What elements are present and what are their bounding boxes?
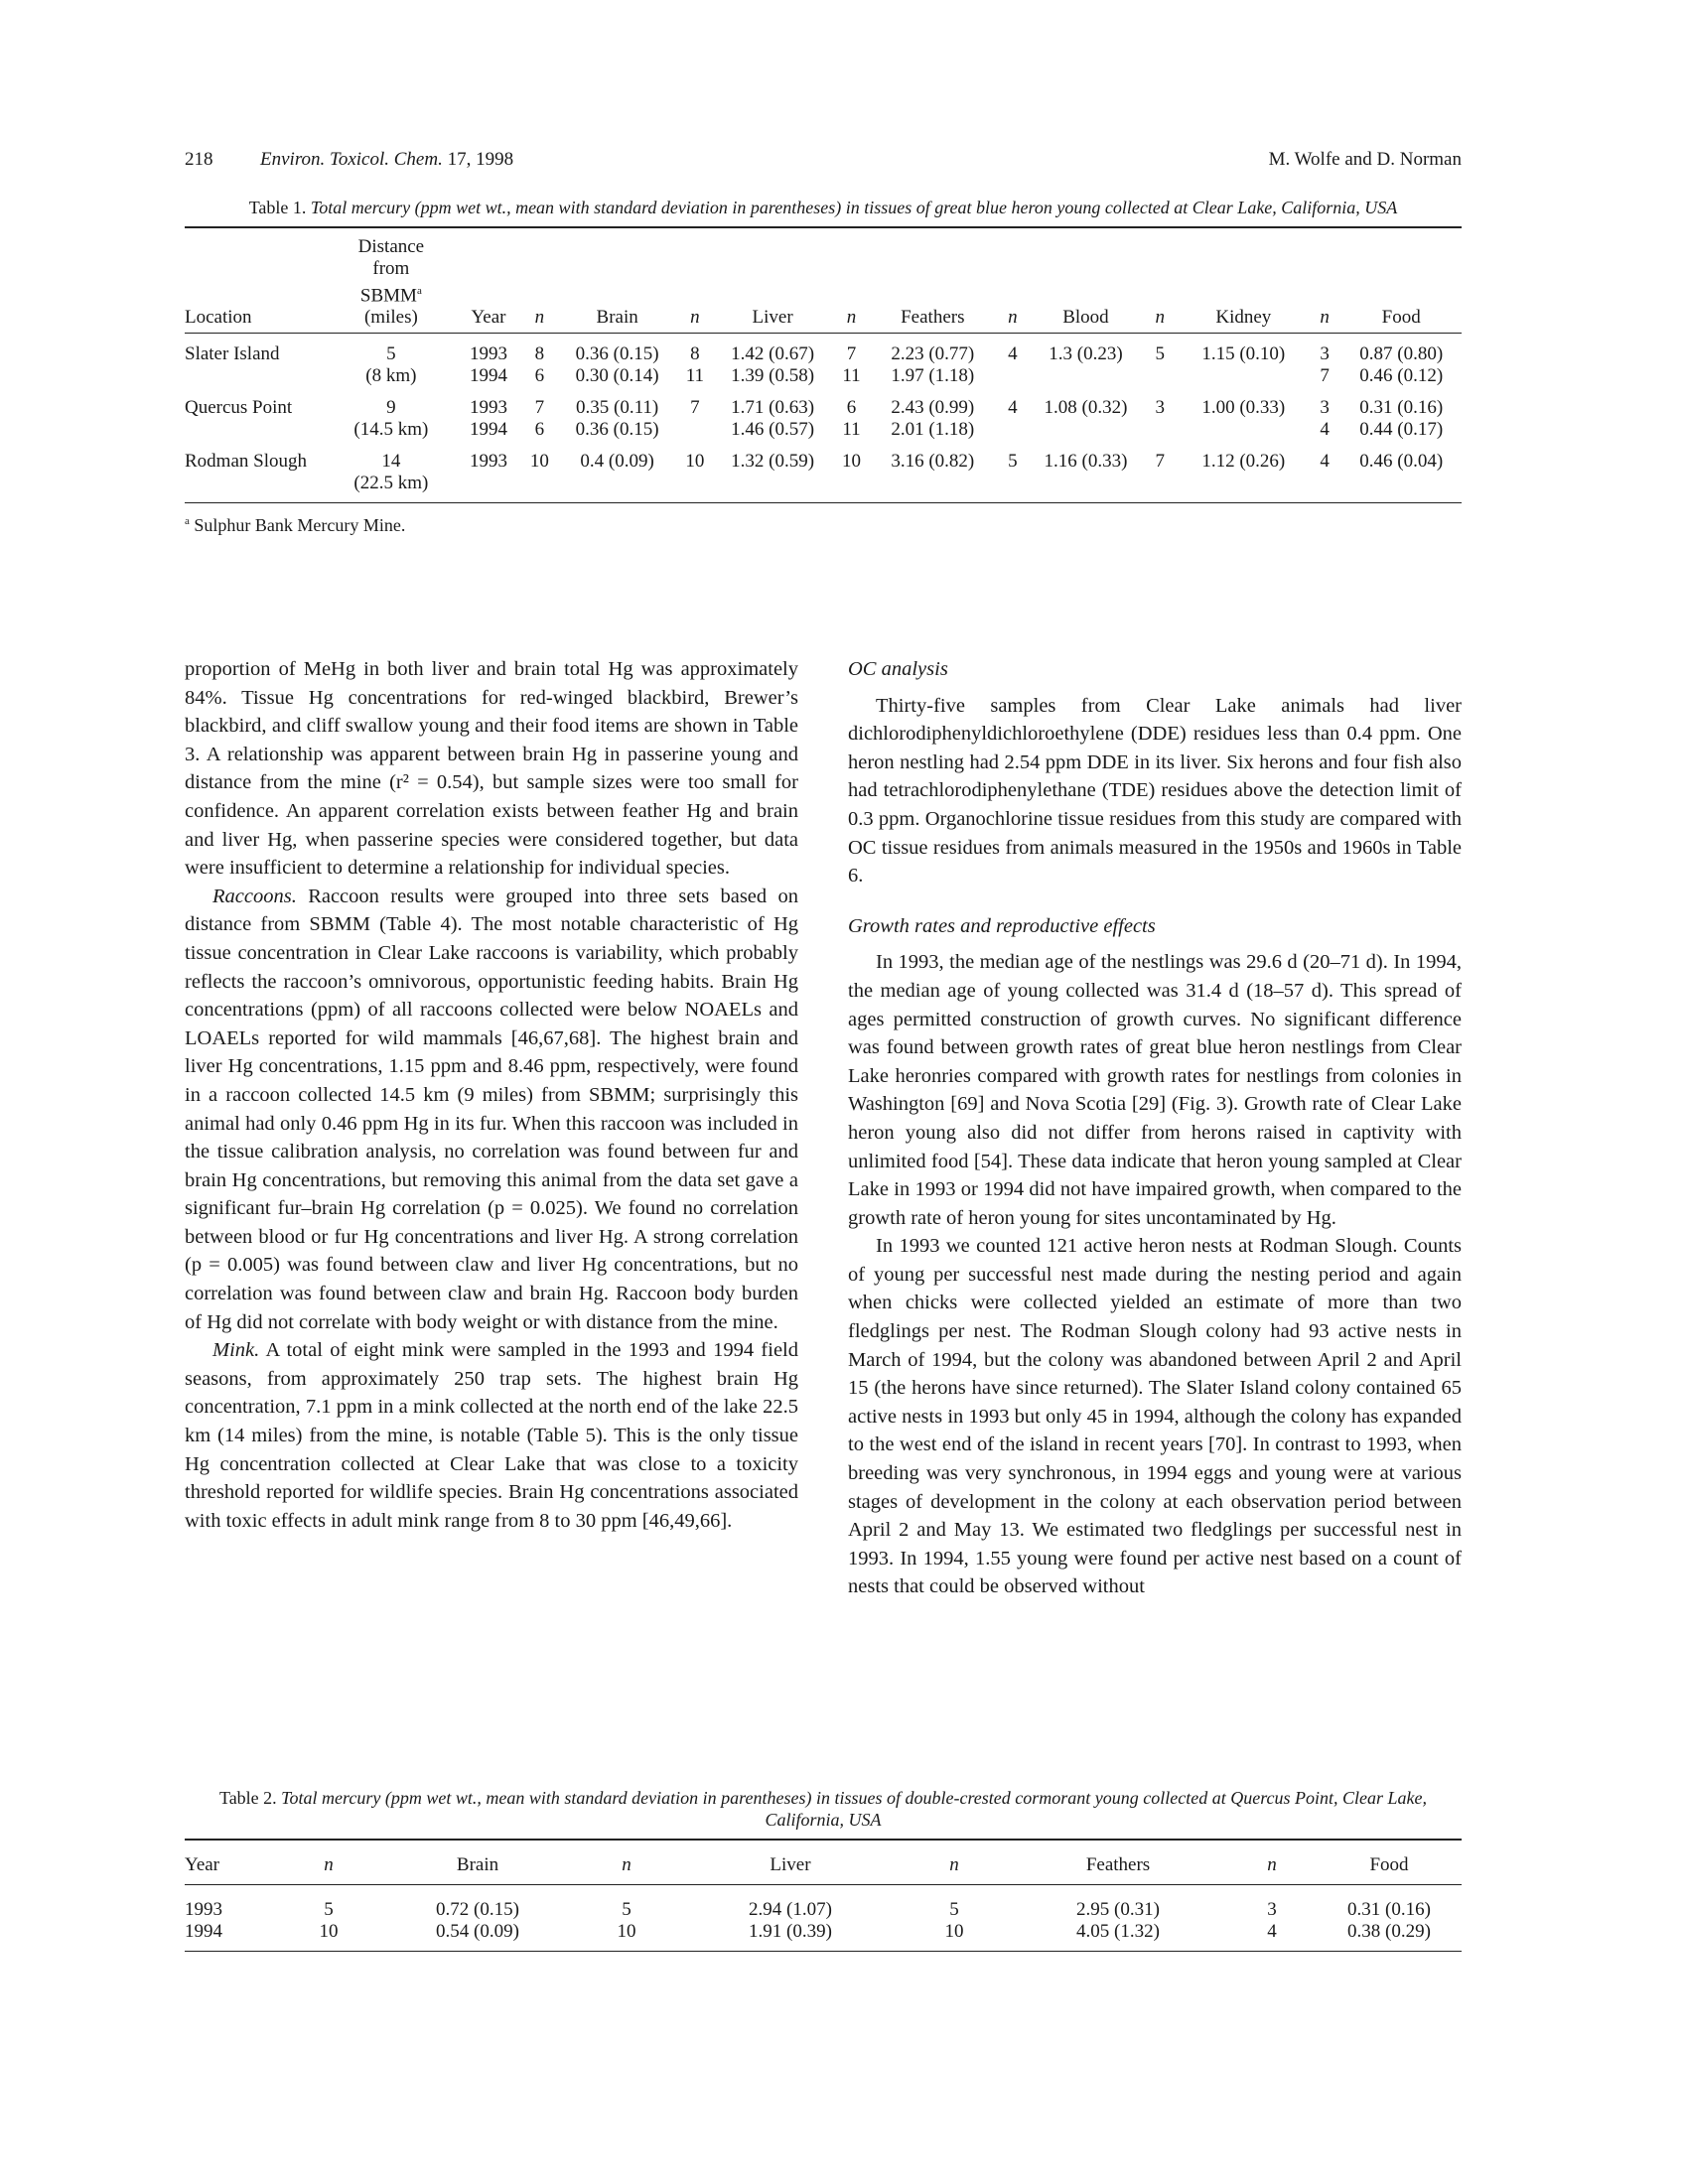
distance-sbmm: SBMM	[359, 285, 417, 307]
table1-cell-feathers	[870, 473, 995, 494]
table-row	[185, 1885, 1462, 1921]
table-row	[185, 334, 1462, 365]
table1-head-distance	[328, 228, 455, 333]
table1-cell-n3: 11	[842, 365, 861, 387]
table1-cell-brain: 0.4 (0.09)	[580, 451, 654, 473]
paragraph-growth-1: In 1993, the median age of the nestlings was 29.6 d (20–71 d). In 1994, the median age of young collected was 31.4 d (18–57 d). This spread of ages permitted construction of growth curves. No significant difference was found between growth rates of great blue heron nestlings from Clear Lake heronries compared with growth rates for nestlings from colonies in Washington [69] and Nova Scotia [29] (Fig. 3). Growth rate of Clear Lake heron young also did not differ from herons raised in captivity with unlimited food [54]. These data indicate that heron young sampled at Clear Lake in 1993 or 1994 did not have impaired growth, when compared to the growth rate of heron young for sites uncontaminated by Hg.	[848, 951, 1462, 1229]
table1-cell-n1: 6	[534, 365, 545, 387]
left-column	[185, 655, 798, 1535]
table1-cell-n1: 6	[534, 419, 545, 441]
table2-cell-n2: 10	[617, 1921, 636, 1942]
table1-header-row	[185, 228, 1462, 333]
table1-footnote	[185, 515, 1462, 536]
growth-rates-heading: Growth rates and reproductive effects	[848, 914, 1156, 937]
table1-cell-n6	[1309, 473, 1341, 494]
table1-cell-location	[185, 419, 328, 441]
table1-cell-n4	[995, 365, 1030, 387]
distance-line4: (miles)	[363, 307, 418, 329]
table2-head-n: n	[324, 1854, 334, 1875]
table1-cell-feathers: 2.23 (0.77)	[891, 343, 975, 365]
table1-head-year: Year	[471, 307, 506, 329]
table1-cell-distance: 14	[381, 451, 401, 473]
table1-head-n: n	[690, 307, 700, 329]
table1-cell-n3: 11	[842, 419, 861, 441]
table1-cell-liver: 1.46 (0.57)	[731, 419, 815, 441]
table1-cell-year: 1994	[469, 419, 507, 441]
mink-heading: Mink.	[212, 1339, 260, 1362]
table1-head-liver: Liver	[752, 307, 793, 329]
table2-cell-n4: 3	[1267, 1899, 1277, 1920]
table1-cell-liver	[712, 473, 832, 494]
table1-cell-blood: 1.3 (0.23)	[1049, 343, 1123, 365]
table1-cell-n1: 8	[534, 343, 545, 365]
table1-cell-n5	[1142, 473, 1179, 494]
table2-block	[185, 1787, 1462, 1952]
table1-cell-n5: 7	[1155, 451, 1165, 473]
table2-cell-feathers: 2.95 (0.31)	[1076, 1899, 1160, 1920]
footnote-mark: a	[185, 515, 190, 528]
table1-cell-n2	[677, 473, 712, 494]
raccoons-heading: Raccoons.	[212, 885, 297, 907]
table1-cell-feathers: 1.97 (1.18)	[891, 365, 975, 387]
table1-cell-n1	[522, 473, 557, 494]
table1-cell-blood	[1030, 365, 1141, 387]
table1-cell-kidney	[1179, 365, 1309, 387]
running-head	[185, 149, 1462, 177]
table1-cell-n4	[995, 473, 1030, 494]
table1-cell-distance: 5	[386, 343, 396, 365]
distance-line2: from	[372, 258, 410, 279]
journal-name: Environ. Toxicol. Chem.	[260, 149, 443, 170]
journal-citation	[260, 149, 513, 171]
table1-cell-location: Slater Island	[185, 343, 280, 365]
table2-caption-label: Table 2.	[218, 1788, 277, 1808]
table1-cell-liver: 1.32 (0.59)	[731, 451, 815, 473]
table1-cell-n4: 4	[1008, 397, 1018, 419]
table2-cell-n4: 4	[1267, 1921, 1277, 1942]
table1-cell-kidney	[1179, 473, 1309, 494]
table1-cell-brain: 0.30 (0.14)	[575, 365, 659, 387]
table1-cell-year: 1994	[469, 365, 507, 387]
table1-cell-n2	[677, 419, 712, 441]
table1-cell-brain	[557, 473, 677, 494]
table2-head-n: n	[622, 1854, 632, 1875]
table1-cell-n3: 6	[846, 397, 857, 419]
table1-cell-feathers: 2.43 (0.99)	[891, 397, 975, 419]
table1-head-n: n	[846, 307, 857, 329]
mink-text: A total of eight mink were sampled in the 1993 and 1994 field seasons, from approximately 250 trap sets. The highest brain Hg concentration, 7.1 ppm in a mink collected at the north end of the lake 22.5 km (14 miles) from the mine, is notable (Table 5). This is the only tissue Hg concentration collected at Clear Lake that was close to a toxicity threshold reported for wildlife species. Brain Hg concentrations associated with toxic effects in adult mink range from 8 to 30 ppm [46,49,66].	[185, 1339, 798, 1532]
table2-cell-brain: 0.72 (0.15)	[436, 1899, 519, 1920]
table1-cell-kidney: 1.00 (0.33)	[1201, 397, 1286, 419]
table1-head-n: n	[1008, 307, 1018, 329]
table2-head-n: n	[1267, 1854, 1277, 1875]
table1-cell-n2: 11	[685, 365, 705, 387]
table1-head-location: Location	[185, 307, 252, 329]
table1-head-feathers: Feathers	[901, 307, 965, 329]
table1-cell-location	[185, 473, 328, 494]
table1-cell-year	[455, 473, 522, 494]
table2-cell-year: 1993	[185, 1899, 222, 1920]
table1-body	[185, 334, 1462, 494]
table1-cell-n5	[1142, 365, 1179, 387]
paragraph-passerine: proportion of MeHg in both liver and brain total Hg was approximately 84%. Tissue Hg concentrations for red-winged blackbird, Brewer’s blackbird, and cliff swallow young and their food items are shown in Table 3. A relationship was apparent between brain Hg in passerine young and distance from the mine (r² = 0.54), but sample sizes were too small for confidence. An apparent correlation exists between feather Hg and brain and liver Hg, when passerine species were considered together, but data were insufficient to determine a relationship for individual species.	[185, 658, 798, 880]
table1-cell-n4	[995, 419, 1030, 441]
table1-cell-blood	[1030, 473, 1141, 494]
table1-cell-liver: 1.71 (0.63)	[731, 397, 815, 419]
table1-cell-food	[1340, 473, 1462, 494]
table2-caption	[185, 1787, 1462, 1831]
table1-cell-n4: 5	[1008, 451, 1018, 473]
table-row	[185, 1921, 1462, 1943]
table1-head-n: n	[1320, 307, 1330, 329]
table2-head-feathers: Feathers	[1085, 1854, 1151, 1875]
table2-head-brain: Brain	[456, 1854, 499, 1875]
table1-cell-feathers: 2.01 (1.18)	[891, 419, 975, 441]
table1-cell-n6: 4	[1320, 419, 1330, 441]
table1-cell-food: 0.44 (0.17)	[1359, 419, 1444, 441]
table1-cell-food: 0.31 (0.16)	[1359, 397, 1444, 419]
table2-head-liver: Liver	[770, 1854, 811, 1875]
table1-caption	[185, 197, 1462, 218]
table2-cell-brain: 0.54 (0.09)	[436, 1921, 519, 1942]
table1-cell-n5	[1142, 419, 1179, 441]
table1-cell-distance: 9	[386, 397, 396, 419]
table1-cell-distance: (8 km)	[365, 365, 417, 387]
table1-cell-liver: 1.42 (0.67)	[731, 343, 815, 365]
table2-header-row	[185, 1841, 1462, 1884]
table1-head-n: n	[534, 307, 545, 329]
table1-cell-n2: 7	[690, 397, 700, 419]
table1-cell-n3: 10	[842, 451, 862, 473]
table2	[185, 1841, 1462, 1943]
table1-cell-feathers: 3.16 (0.82)	[891, 451, 975, 473]
paragraph-raccoons	[185, 883, 798, 1337]
table1-cell-food: 0.46 (0.04)	[1359, 451, 1444, 473]
table-row	[185, 419, 1462, 441]
page-number: 218	[185, 149, 213, 170]
table1-head-n: n	[1155, 307, 1165, 329]
table1-head-blood: Blood	[1062, 307, 1109, 329]
paragraph-oc-analysis: Thirty-five samples from Clear Lake animals had liver dichlorodiphenyldichloroethylene (DDE) residues less than 0.4 ppm. One heron nestling had 2.54 ppm DDE in its liver. Six herons and four fish also had tetrachlorodiphenylethane (TDE) residues above the detection limit of 0.3 ppm. Organochlorine tissue residues from this study are compared with OC tissue residues from animals measured in the 1950s and 1960s in Table 6.	[848, 694, 1462, 887]
table1-cell-location: Rodman Slough	[185, 451, 307, 473]
page	[185, 149, 1462, 1942]
table1-cell-year: 1993	[469, 451, 507, 473]
table1-cell-n6: 7	[1320, 365, 1330, 387]
table-row	[185, 365, 1462, 387]
table1-cell-n2: 8	[690, 343, 700, 365]
table1-cell-blood	[1030, 419, 1141, 441]
table2-cell-n2: 5	[622, 1899, 632, 1920]
table2-cell-n3: 10	[944, 1921, 964, 1942]
table2-cell-year: 1994	[185, 1921, 222, 1942]
raccoons-text: Raccoon results were grouped into three sets based on distance from SBMM (Table 4). The most notable characteristic of Hg tissue concentration in Clear Lake raccoons is variability, which probably reflects the raccoon’s omnivorous, opportunistic feeding habits. Brain Hg concentrations (ppm) of all raccoons collected were below NOAELs and LOAELs reported for wild mammals [46,67,68]. The highest brain and liver Hg concentrations, 1.15 ppm and 8.46 ppm, respectively, were found in a raccoon collected 14.5 km (9 miles) from SBMM; surprisingly this animal had only 0.46 ppm Hg in its fur. When this raccoon was included in the tissue calibration analysis, no correlation was found between fur and brain Hg concentrations, but removing this animal from the data set gave a significant fur–brain Hg correlation (p = 0.025). We found no correlation between blood or fur Hg concentrations and liver Hg. A strong correlation (p = 0.005) was found between claw and liver Hg concentrations, but no correlation was found between claw and brain Hg. Raccoon body burden of Hg did not correlate with body weight or with distance from the mine.	[185, 885, 798, 1333]
table1-cell-kidney: 1.12 (0.26)	[1201, 451, 1286, 473]
table1-cell-location	[185, 365, 328, 387]
table2-head-year: Year	[185, 1854, 220, 1875]
table1-cell-blood: 1.08 (0.32)	[1044, 397, 1128, 419]
table2-body	[185, 1885, 1462, 1943]
table2-head-n: n	[949, 1854, 959, 1875]
table1-cell-n5: 5	[1155, 343, 1165, 365]
table1-cell-n5: 3	[1155, 397, 1165, 419]
table1-cell-n1: 10	[529, 451, 549, 473]
table1-cell-liver: 1.39 (0.58)	[731, 365, 815, 387]
table1-cell-kidney	[1179, 419, 1309, 441]
table2-cell-n1: 5	[324, 1899, 334, 1920]
distance-footnote-mark: a	[416, 285, 422, 297]
table1-caption-text: Total mercury (ppm wet wt., mean with standard deviation in parentheses) in tissues of great blue heron young collected at Clear Lake, California, USA	[310, 198, 1398, 217]
table2-cell-liver: 2.94 (1.07)	[749, 1899, 832, 1920]
table1-cell-brain: 0.36 (0.15)	[575, 343, 659, 365]
table2-cell-food: 0.38 (0.29)	[1347, 1921, 1431, 1942]
paragraph-mink	[185, 1336, 798, 1535]
table1-cell-food: 0.87 (0.80)	[1359, 343, 1444, 365]
table1	[185, 228, 1462, 494]
table1-cell-location: Quercus Point	[185, 397, 293, 419]
table1-bottom-rule	[185, 502, 1462, 503]
table1-cell-n3	[833, 473, 870, 494]
table1-cell-n1: 7	[534, 397, 545, 419]
oc-analysis-heading: OC analysis	[848, 658, 948, 680]
table2-cell-n3: 5	[949, 1899, 959, 1920]
table1-head-kidney: Kidney	[1215, 307, 1272, 329]
table1-cell-food: 0.46 (0.12)	[1359, 365, 1444, 387]
table2-cell-food: 0.31 (0.16)	[1347, 1899, 1431, 1920]
table2-bottom-rule	[185, 1951, 1462, 1952]
table2-cell-liver: 1.91 (0.39)	[749, 1921, 832, 1942]
journal-volume: 17, 1998	[447, 149, 514, 170]
table1-caption-label: Table 1.	[248, 198, 307, 217]
paragraph-growth-2: In 1993 we counted 121 active heron nests at Rodman Slough. Counts of young per successful nest made during the nesting period and again when chicks were collected yielded an estimate of more than two fledglings per nest. The Rodman Slough colony had 93 active nests in March of 1994, but the colony was abandoned between April 2 and April 15 (the herons have since returned). The Slater Island colony contained 65 active nests in 1993 but only 45 in 1994, although the colony has expanded to the west end of the island in recent years [70]. In contrast to 1993, when breeding was very synchronous, in 1994 eggs and young were at various stages of development in the colony at each observation period between April 2 and May 13. We estimated two fledglings per successful nest in 1993. In 1994, 1.55 young were found per active nest based on a count of nests that could be observed without	[848, 1235, 1462, 1598]
distance-line3	[328, 280, 455, 307]
right-column	[848, 655, 1462, 1601]
table2-cell-n1: 10	[319, 1921, 339, 1942]
table1-cell-n6: 3	[1320, 343, 1330, 365]
table2-caption-text: Total mercury (ppm wet wt., mean with standard deviation in parentheses) in tissues of double-crested cormorant young collected at Quercus Point, Clear Lake, California, USA	[281, 1788, 1428, 1830]
table1-cell-brain: 0.36 (0.15)	[575, 419, 659, 441]
table-row	[185, 387, 1462, 419]
table1-cell-blood: 1.16 (0.33)	[1044, 451, 1128, 473]
table1-cell-brain: 0.35 (0.11)	[576, 397, 659, 419]
table1-cell-year: 1993	[469, 343, 507, 365]
table1-cell-year: 1993	[469, 397, 507, 419]
table2-head-food: Food	[1369, 1854, 1409, 1875]
table1-cell-n6: 3	[1320, 397, 1330, 419]
table1-cell-n3: 7	[846, 343, 857, 365]
table1-cell-n4: 4	[1008, 343, 1018, 365]
distance-line1: Distance	[357, 236, 425, 257]
table1-cell-distance: (14.5 km)	[353, 419, 429, 441]
table-row	[185, 473, 1462, 494]
table1-head-food: Food	[1381, 307, 1421, 329]
table1-cell-kidney: 1.15 (0.10)	[1201, 343, 1286, 365]
running-authors: M. Wolfe and D. Norman	[1268, 149, 1462, 170]
table2-cell-feathers: 4.05 (1.32)	[1076, 1921, 1160, 1942]
footnote-text: Sulphur Bank Mercury Mine.	[194, 515, 406, 536]
table1-cell-n2: 10	[685, 451, 705, 473]
table1-head-brain: Brain	[596, 307, 638, 329]
table1-cell-n6: 4	[1320, 451, 1330, 473]
table-row	[185, 441, 1462, 473]
table1-cell-distance: (22.5 km)	[353, 473, 429, 494]
